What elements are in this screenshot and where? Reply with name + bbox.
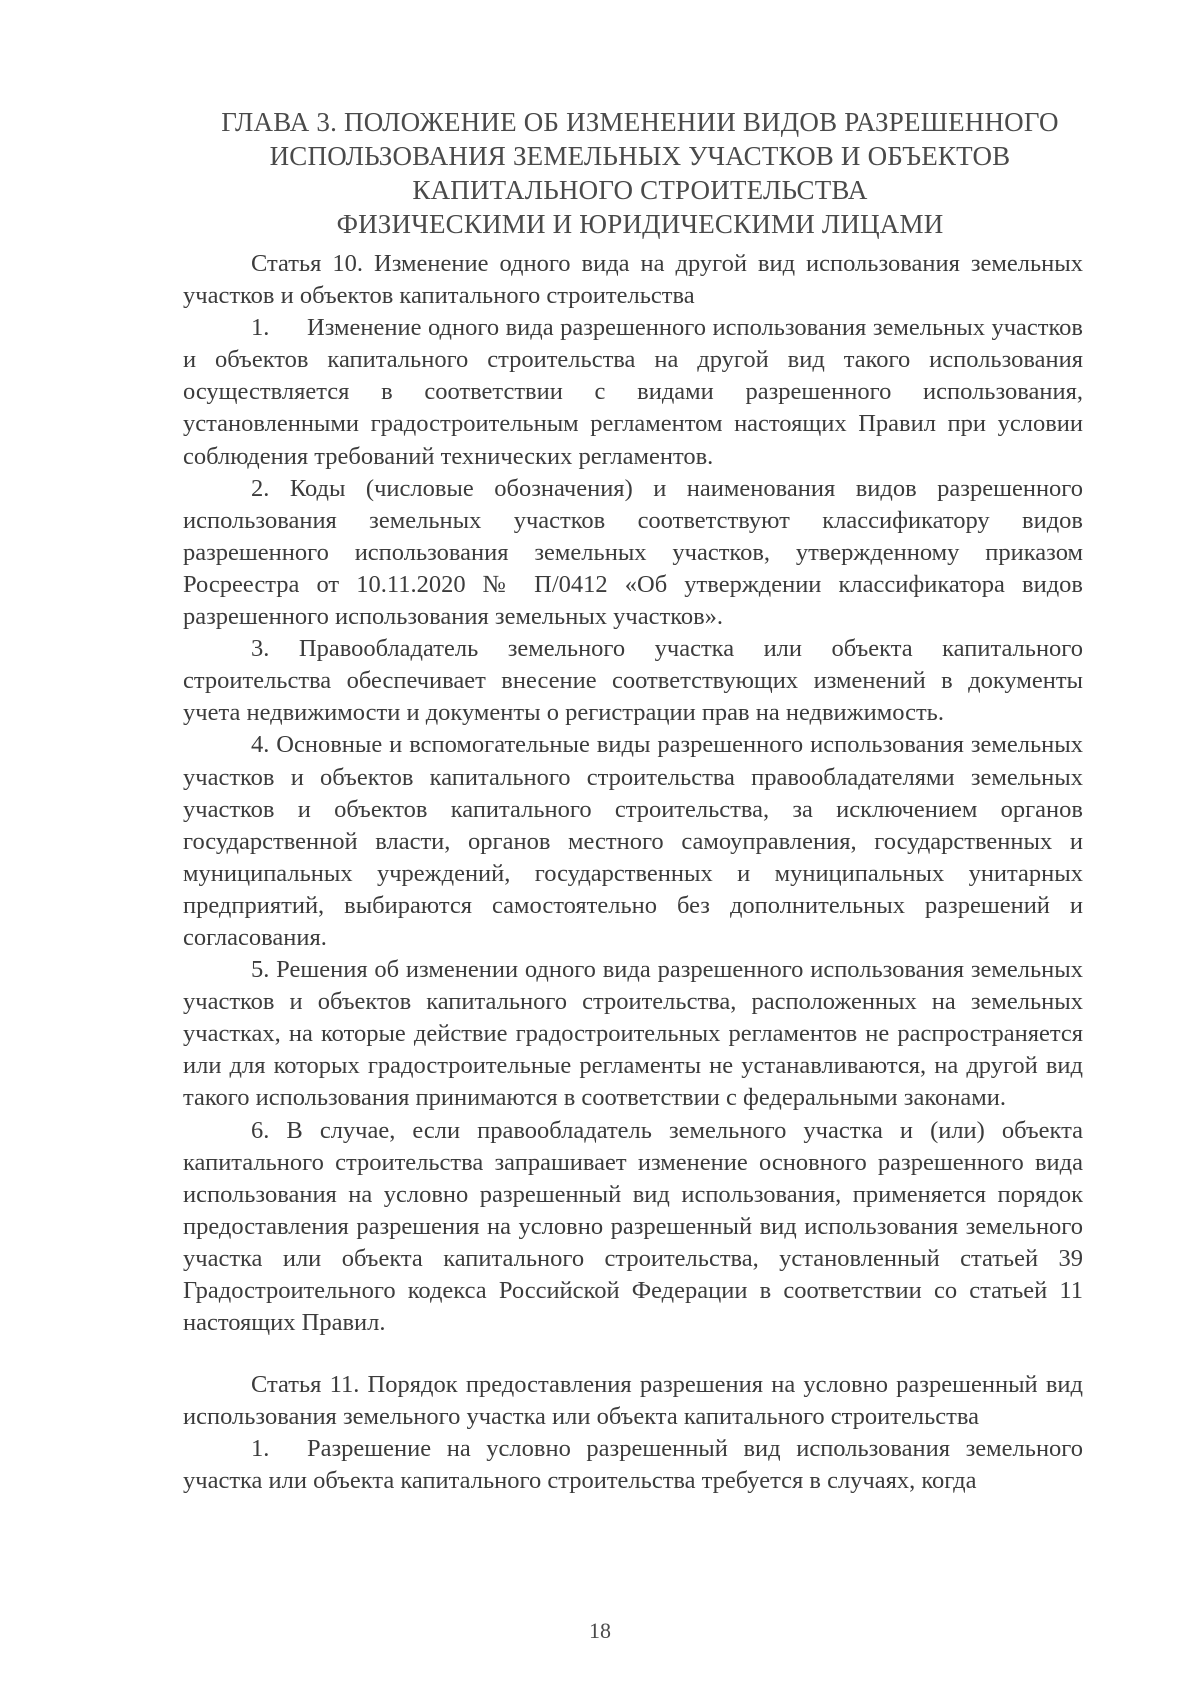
item-text: Разрешение на условно разрешенный вид использования земельного участка или объекта капитального строительства требуется в случаях, когда — [183, 1435, 1083, 1495]
document-body — [183, 248, 1083, 1498]
chapter-title-line: ГЛАВА 3. ПОЛОЖЕНИЕ ОБ ИЗМЕНЕНИИ ВИДОВ РАЗРЕШЕННОГО — [221, 107, 1059, 137]
chapter-title-line: ФИЗИЧЕСКИМИ И ЮРИДИЧЕСКИМИ ЛИЦАМИ — [336, 209, 944, 239]
section-spacer — [183, 1339, 1083, 1369]
article-10-item-4: 4. Основные и вспомогательные виды разрешенного использования земельных участков и объектов капитального строительства правообладателями земельных участков и объектов капитального строительства, за исключением органов государственной власти, органов местного самоуправления, государственных и муниципальных учреждений, государственных и муниципальных унитарных предприятий, выбираются самостоятельно без дополнительных разрешений и согласования. — [183, 731, 1083, 951]
item-number: 1. — [251, 314, 270, 342]
article-11-heading: Статья 11. Порядок предоставления разрешения на условно разрешенный вид использования земельного участка или объекта капитального строительства — [183, 1371, 1083, 1431]
chapter-title-line: ИСПОЛЬЗОВАНИЯ ЗЕМЕЛЬНЫХ УЧАСТКОВ И ОБЪЕКТОВ — [269, 141, 1011, 171]
article-10-heading: Статья 10. Изменение одного вида на другой вид использования земельных участков и объектов капитального строительства — [183, 250, 1083, 310]
article-10-item-2: 2. Коды (числовые обозначения) и наименования видов разрешенного использования земельных участков соответствуют классификатору видов разрешенного использования земельных участков, утвержденному приказом Росреестра от 10.11.2020 № П/0412 «Об утверждении классификатора видов разрешенного использования земельных участков». — [183, 474, 1083, 631]
article-11-item-1 — [183, 1433, 1083, 1497]
article-10-item-5: 5. Решения об изменении одного вида разрешенного использования земельных участков и объектов капитального строительства, расположенных на земельных участках, на которые действие градостроительных регламентов не распространяется или для которых градостроительные регламенты не устанавливаются, на другой вид такого использования принимаются в соответствии с федеральными законами. — [183, 956, 1083, 1112]
article-10-item-3: 3. Правообладатель земельного участка или объекта капитального строительства обеспечивает внесение соответствующих изменений в документы учета недвижимости и документы о регистрации прав на недвижимость. — [183, 635, 1083, 727]
page-number: 18 — [589, 1618, 611, 1643]
item-number: 1. — [251, 1435, 270, 1463]
article-10-item-1 — [183, 312, 1083, 472]
article-10-item-6: 6. В случае, если правообладатель земельного участка и (или) объекта капитального строительства запрашивает изменение основного разрешенного вида использования на условно разрешенный вид использования, применяется порядок предоставления разрешения на условно разрешенный вид использования земельного участка или объекта капитального строительства, установленный статьей 39 Градостроительного кодекса Российской Федерации в соответствии со статьей 11 настоящих Правил. — [183, 1116, 1083, 1337]
item-text: Изменение одного вида разрешенного использования земельных участков и объектов капитального строительства на другой вид такого использования осуществляется в соответствии с видами разрешенного использования, установленными градостроительным регламентом настоящих Правил при условии соблюдения требований технических регламентов. — [183, 314, 1083, 470]
chapter-title — [200, 105, 1080, 241]
chapter-title-line: КАПИТАЛЬНОГО СТРОИТЕЛЬСТВА — [412, 175, 868, 205]
